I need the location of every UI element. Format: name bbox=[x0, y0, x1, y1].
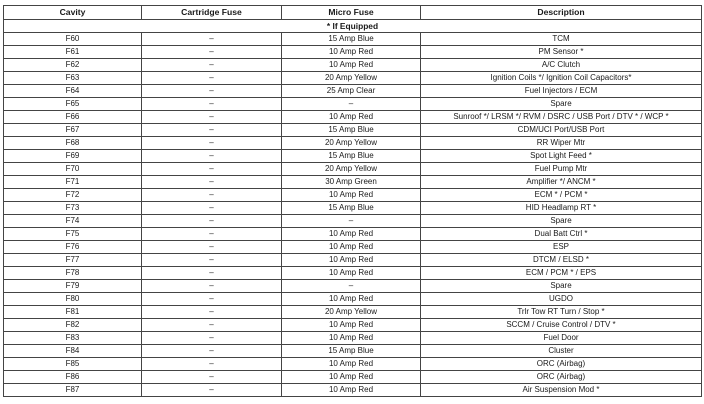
table-row bbox=[4, 46, 702, 59]
cell-micro-fuse: 10 Amp Red bbox=[282, 293, 421, 306]
table-row bbox=[4, 98, 702, 111]
cell-cartridge-fuse: – bbox=[142, 254, 282, 267]
cell-micro-fuse: 10 Amp Red bbox=[282, 267, 421, 280]
cell-description: Spare bbox=[421, 280, 702, 293]
cell-cavity: F67 bbox=[4, 124, 142, 137]
table-row bbox=[4, 280, 702, 293]
cell-cartridge-fuse: – bbox=[142, 358, 282, 371]
cell-micro-fuse: 15 Amp Blue bbox=[282, 345, 421, 358]
table-row bbox=[4, 215, 702, 228]
cell-cavity: F81 bbox=[4, 306, 142, 319]
cell-micro-fuse: 10 Amp Red bbox=[282, 111, 421, 124]
table-row bbox=[4, 111, 702, 124]
cell-micro-fuse: – bbox=[282, 98, 421, 111]
cell-cartridge-fuse: – bbox=[142, 371, 282, 384]
table-row bbox=[4, 189, 702, 202]
cell-cavity: F71 bbox=[4, 176, 142, 189]
cell-micro-fuse: 10 Amp Red bbox=[282, 358, 421, 371]
cell-description: Ignition Coils */ Ignition Coil Capacitors* bbox=[421, 72, 702, 85]
cell-cavity: F78 bbox=[4, 267, 142, 280]
cell-cartridge-fuse: – bbox=[142, 111, 282, 124]
cell-description: ESP bbox=[421, 241, 702, 254]
cell-cartridge-fuse: – bbox=[142, 85, 282, 98]
cell-micro-fuse: 10 Amp Red bbox=[282, 371, 421, 384]
cell-description: Fuel Pump Mtr bbox=[421, 163, 702, 176]
cell-description: Spot Light Feed * bbox=[421, 150, 702, 163]
cell-micro-fuse: 15 Amp Blue bbox=[282, 202, 421, 215]
table-row bbox=[4, 293, 702, 306]
cell-micro-fuse: 20 Amp Yellow bbox=[282, 306, 421, 319]
cell-micro-fuse: 30 Amp Green bbox=[282, 176, 421, 189]
table-row bbox=[4, 228, 702, 241]
fuse-table bbox=[3, 5, 702, 397]
table-body bbox=[4, 20, 702, 397]
cell-description: Spare bbox=[421, 98, 702, 111]
table-row bbox=[4, 33, 702, 46]
cell-cartridge-fuse: – bbox=[142, 241, 282, 254]
cell-cartridge-fuse: – bbox=[142, 215, 282, 228]
cell-cavity: F80 bbox=[4, 293, 142, 306]
table-row bbox=[4, 345, 702, 358]
cell-description: PM Sensor * bbox=[421, 46, 702, 59]
cell-cartridge-fuse: – bbox=[142, 98, 282, 111]
table-row bbox=[4, 202, 702, 215]
cell-description: Fuel Door bbox=[421, 332, 702, 345]
table-row bbox=[4, 163, 702, 176]
header-description: Description bbox=[421, 6, 702, 20]
table-row bbox=[4, 59, 702, 72]
cell-micro-fuse: 10 Amp Red bbox=[282, 189, 421, 202]
table-row bbox=[4, 319, 702, 332]
cell-cavity: F74 bbox=[4, 215, 142, 228]
cell-cartridge-fuse: – bbox=[142, 267, 282, 280]
cell-cavity: F69 bbox=[4, 150, 142, 163]
cell-micro-fuse: 10 Amp Red bbox=[282, 59, 421, 72]
cell-description: CDM/UCI Port/USB Port bbox=[421, 124, 702, 137]
if-equipped-note: * If Equipped bbox=[4, 20, 702, 33]
cell-cavity: F82 bbox=[4, 319, 142, 332]
note-row bbox=[4, 20, 702, 33]
cell-description: TCM bbox=[421, 33, 702, 46]
cell-description: Trlr Tow RT Turn / Stop * bbox=[421, 306, 702, 319]
cell-micro-fuse: 20 Amp Yellow bbox=[282, 163, 421, 176]
cell-micro-fuse: 10 Amp Red bbox=[282, 228, 421, 241]
table-row bbox=[4, 137, 702, 150]
cell-cavity: F68 bbox=[4, 137, 142, 150]
cell-description: Air Suspension Mod * bbox=[421, 384, 702, 397]
cell-description: ECM * / PCM * bbox=[421, 189, 702, 202]
fuse-table-container bbox=[3, 5, 702, 397]
cell-micro-fuse: 15 Amp Blue bbox=[282, 33, 421, 46]
cell-cartridge-fuse: – bbox=[142, 280, 282, 293]
cell-description: ORC (Airbag) bbox=[421, 371, 702, 384]
table-row bbox=[4, 384, 702, 397]
cell-cavity: F76 bbox=[4, 241, 142, 254]
cell-micro-fuse: 15 Amp Blue bbox=[282, 124, 421, 137]
table-row bbox=[4, 241, 702, 254]
cell-micro-fuse: 10 Amp Red bbox=[282, 384, 421, 397]
cell-micro-fuse: – bbox=[282, 280, 421, 293]
cell-cartridge-fuse: – bbox=[142, 33, 282, 46]
cell-cavity: F66 bbox=[4, 111, 142, 124]
cell-cavity: F79 bbox=[4, 280, 142, 293]
table-row bbox=[4, 267, 702, 280]
table-row bbox=[4, 254, 702, 267]
cell-cavity: F61 bbox=[4, 46, 142, 59]
cell-description: SCCM / Cruise Control / DTV * bbox=[421, 319, 702, 332]
cell-description: Amplifier */ ANCM * bbox=[421, 176, 702, 189]
cell-cartridge-fuse: – bbox=[142, 293, 282, 306]
cell-cartridge-fuse: – bbox=[142, 124, 282, 137]
table-row bbox=[4, 150, 702, 163]
table-row bbox=[4, 176, 702, 189]
cell-cartridge-fuse: – bbox=[142, 46, 282, 59]
cell-cartridge-fuse: – bbox=[142, 319, 282, 332]
cell-cartridge-fuse: – bbox=[142, 189, 282, 202]
cell-cartridge-fuse: – bbox=[142, 345, 282, 358]
cell-micro-fuse: 10 Amp Red bbox=[282, 319, 421, 332]
cell-cavity: F72 bbox=[4, 189, 142, 202]
cell-cavity: F87 bbox=[4, 384, 142, 397]
cell-cavity: F75 bbox=[4, 228, 142, 241]
cell-description: Cluster bbox=[421, 345, 702, 358]
cell-cartridge-fuse: – bbox=[142, 332, 282, 345]
cell-cartridge-fuse: – bbox=[142, 59, 282, 72]
table-row bbox=[4, 358, 702, 371]
cell-cavity: F85 bbox=[4, 358, 142, 371]
cell-cavity: F86 bbox=[4, 371, 142, 384]
cell-micro-fuse: 10 Amp Red bbox=[282, 254, 421, 267]
table-row bbox=[4, 72, 702, 85]
cell-cavity: F65 bbox=[4, 98, 142, 111]
cell-description: ORC (Airbag) bbox=[421, 358, 702, 371]
cell-description: Sunroof */ LRSM */ RVM / DSRC / USB Port / DTV * / WCP * bbox=[421, 111, 702, 124]
cell-cavity: F62 bbox=[4, 59, 142, 72]
table-header bbox=[4, 6, 702, 20]
cell-cartridge-fuse: – bbox=[142, 150, 282, 163]
cell-cavity: F60 bbox=[4, 33, 142, 46]
header-micro-fuse: Micro Fuse bbox=[282, 6, 421, 20]
cell-cavity: F70 bbox=[4, 163, 142, 176]
cell-micro-fuse: 25 Amp Clear bbox=[282, 85, 421, 98]
cell-description: DTCM / ELSD * bbox=[421, 254, 702, 267]
cell-micro-fuse: 20 Amp Yellow bbox=[282, 137, 421, 150]
cell-micro-fuse: 20 Amp Yellow bbox=[282, 72, 421, 85]
cell-micro-fuse: 10 Amp Red bbox=[282, 46, 421, 59]
cell-micro-fuse: 10 Amp Red bbox=[282, 241, 421, 254]
cell-micro-fuse: – bbox=[282, 215, 421, 228]
cell-cavity: F83 bbox=[4, 332, 142, 345]
table-row bbox=[4, 332, 702, 345]
cell-description: Dual Batt Ctrl * bbox=[421, 228, 702, 241]
cell-description: Spare bbox=[421, 215, 702, 228]
cell-description: ECM / PCM * / EPS bbox=[421, 267, 702, 280]
cell-cartridge-fuse: – bbox=[142, 163, 282, 176]
cell-cavity: F77 bbox=[4, 254, 142, 267]
header-row bbox=[4, 6, 702, 20]
cell-cartridge-fuse: – bbox=[142, 228, 282, 241]
cell-description: Fuel Injectors / ECM bbox=[421, 85, 702, 98]
cell-cartridge-fuse: – bbox=[142, 72, 282, 85]
header-cartridge-fuse: Cartridge Fuse bbox=[142, 6, 282, 20]
cell-description: UGDO bbox=[421, 293, 702, 306]
cell-cavity: F64 bbox=[4, 85, 142, 98]
table-row bbox=[4, 85, 702, 98]
table-row bbox=[4, 371, 702, 384]
cell-micro-fuse: 15 Amp Blue bbox=[282, 150, 421, 163]
table-row bbox=[4, 306, 702, 319]
table-row bbox=[4, 124, 702, 137]
cell-cavity: F73 bbox=[4, 202, 142, 215]
cell-description: A/C Clutch bbox=[421, 59, 702, 72]
cell-cartridge-fuse: – bbox=[142, 384, 282, 397]
cell-description: RR Wiper Mtr bbox=[421, 137, 702, 150]
cell-cavity: F63 bbox=[4, 72, 142, 85]
cell-cartridge-fuse: – bbox=[142, 202, 282, 215]
cell-micro-fuse: 10 Amp Red bbox=[282, 332, 421, 345]
cell-cartridge-fuse: – bbox=[142, 137, 282, 150]
cell-description: HID Headlamp RT * bbox=[421, 202, 702, 215]
cell-cartridge-fuse: – bbox=[142, 176, 282, 189]
header-cavity: Cavity bbox=[4, 6, 142, 20]
cell-cartridge-fuse: – bbox=[142, 306, 282, 319]
cell-cavity: F84 bbox=[4, 345, 142, 358]
